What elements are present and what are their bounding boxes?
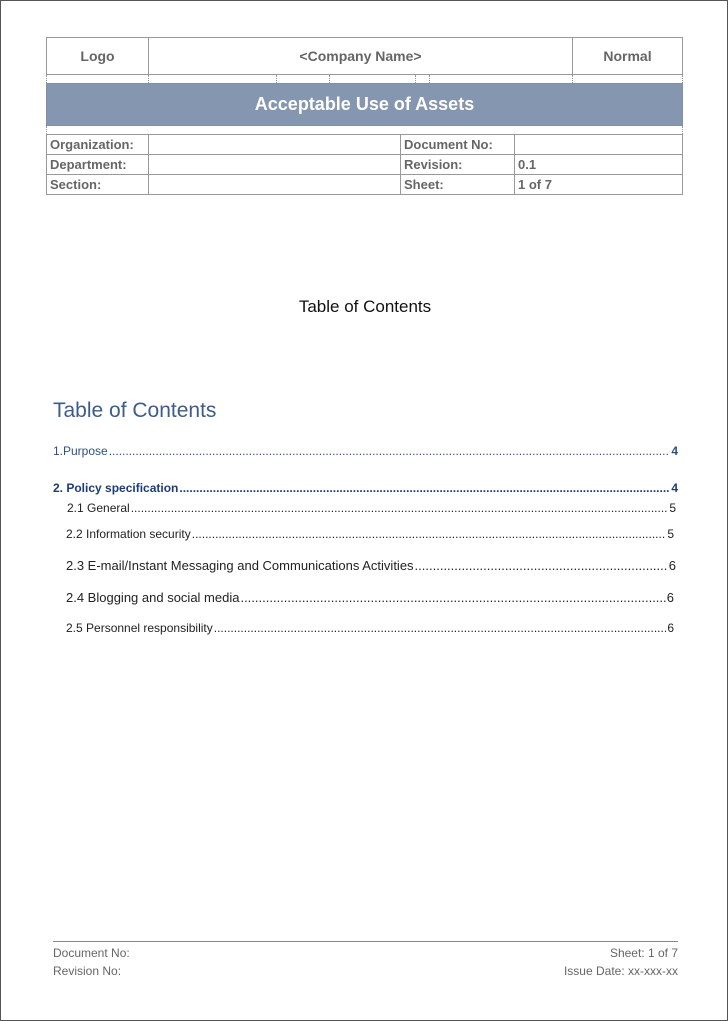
toc-entry-purpose[interactable] (53, 444, 678, 458)
meta-value: 1 of 7 (515, 175, 683, 195)
footer-revision: Revision No: (53, 964, 122, 978)
toc-entry-label: 2.5 Personnel responsibility (66, 621, 213, 635)
footer-doc-no: Document No: (53, 946, 130, 960)
meta-row-department (47, 155, 683, 175)
toc-entry-label: 2.2 Information security (66, 527, 191, 541)
toc-entry-page: 4 (671, 481, 678, 495)
company-name-cell: <Company Name> (149, 38, 573, 74)
document-header (46, 37, 683, 195)
meta-value (149, 135, 401, 155)
meta-label: Department: (47, 155, 149, 175)
header-spacer (46, 75, 683, 83)
meta-label: Revision: (401, 155, 515, 175)
toc-entry-page: 5 (669, 501, 676, 515)
toc-leader (179, 481, 670, 495)
meta-value (515, 135, 683, 155)
classification-cell: Normal (603, 48, 652, 64)
footer-issue-date: Issue Date: xx-xxx-xx (563, 964, 678, 978)
toc-title: Table of Contents (53, 399, 217, 422)
meta-value (149, 155, 401, 175)
toc-entry-page: 4 (671, 444, 678, 458)
toc-entry-label: 1.Purpose (53, 444, 108, 458)
toc-leader (240, 590, 665, 605)
toc-entry-email[interactable] (66, 558, 676, 573)
toc-entry-information-security[interactable] (66, 527, 674, 541)
toc-leader (415, 558, 668, 573)
logo-cell: Logo (47, 38, 149, 74)
toc-entry-page: 5 (667, 527, 674, 541)
toc-entry-page: 6 (668, 558, 676, 573)
header-top-row (46, 37, 683, 75)
toc-entry-label: 2. Policy specification (53, 481, 179, 495)
toc-entry-label: 2.1 General (67, 501, 130, 515)
document-title-bar: Acceptable Use of Assets (46, 83, 683, 126)
meta-label: Section: (47, 175, 149, 195)
toc-leader (109, 444, 671, 458)
toc-entry-general[interactable] (67, 501, 676, 515)
toc-entry-page: 6 (667, 621, 674, 635)
toc-entry-label: 2.3 E-mail/Instant Messaging and Communications Activities (66, 558, 414, 573)
meta-label: Sheet: (401, 175, 515, 195)
meta-label: Organization: (47, 135, 149, 155)
toc-leader (214, 621, 667, 635)
toc-entry-blogging[interactable] (66, 590, 674, 605)
footer-row-2 (53, 962, 678, 980)
meta-row-section (47, 175, 683, 195)
meta-value (149, 175, 401, 195)
toc-entry-page: 6 (666, 590, 674, 605)
header-spacer-2 (46, 126, 683, 134)
footer-sheet: Sheet: 1 of 7 (609, 946, 678, 960)
document-footer (53, 941, 678, 980)
center-heading: Table of Contents (298, 297, 432, 316)
meta-value: 0.1 (515, 155, 683, 175)
toc-entry-label: 2.4 Blogging and social media (66, 590, 240, 605)
toc-entry-personnel[interactable] (66, 621, 674, 635)
footer-row-1 (53, 944, 678, 962)
meta-row-organization (47, 135, 683, 155)
toc-leader (192, 527, 667, 541)
toc-leader (131, 501, 669, 515)
meta-label: Document No: (401, 135, 515, 155)
toc-entry-policy[interactable] (53, 481, 678, 495)
document-meta-table (46, 134, 683, 195)
